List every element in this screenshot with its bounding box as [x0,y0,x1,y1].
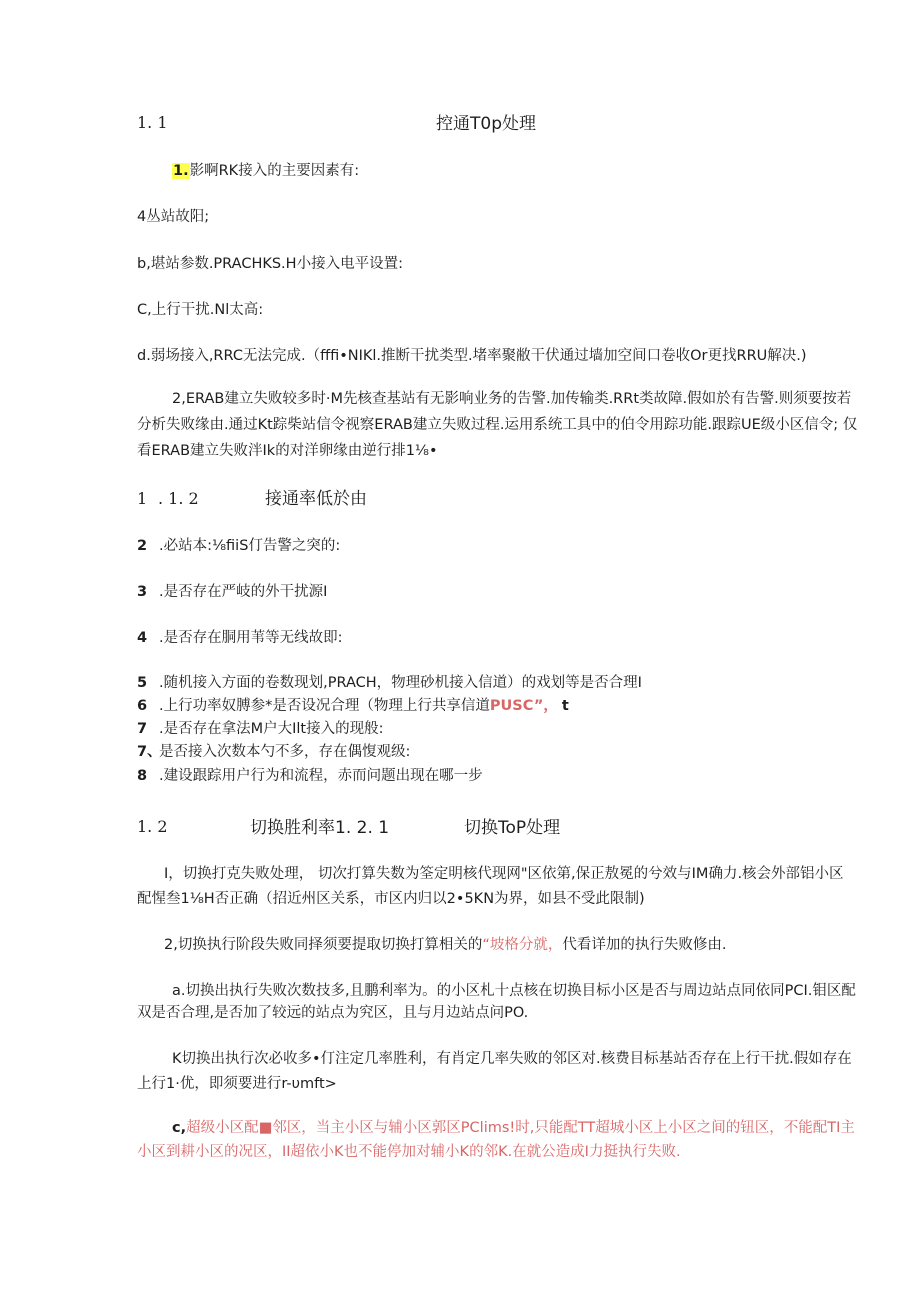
list-text: 是否接入次数本勺不多，存在偶愎观级: [159,744,411,760]
list-text: .是否存在严岐的外干扰源I [159,584,328,600]
list-tail: t [561,698,569,714]
item-label: c, [172,1120,187,1136]
list-text: .上行功率奴膊参*是否设况合理（物理上行共享信道 [159,698,490,714]
section-subheading: 切换胜利率1. 2. 1 [250,818,390,838]
item-a-line2: 双是否合理,是否加了较远的站点为究区，且与月边站点问PO. [137,1005,529,1021]
list-number: 7 [137,721,148,737]
red-term: “坡格分就， [482,937,563,953]
list-text: .必站本:⅛fiiS仃告警之突的: [159,538,341,554]
subsection-number: . 1. 2 [158,489,199,508]
item-a-line1: a.切换出执行失败次数技多,且鹏利率为。的小区札十点核在切换目标小区是否与周边站点同依同PCI.钼区配 [172,983,856,999]
handover-prep-line1: I，切换打克失败处理， 切次打算失数为筌定明核代现网"区依第,保正敖冕的兮效与IM确力.核会外部铝小区 [164,866,844,882]
paragraph-text: 2,切换执行阶段失败同择须要提取切换打算相关的 [164,937,483,953]
list-text: .是否存在拿法M户大Ilt接入的现般: [159,721,384,737]
item-c-line1 [172,1118,855,1138]
handover-exec-paragraph [164,935,726,955]
subsection-title: 接通率低於由 [265,489,367,509]
factor-d: d.弱场接入,RRC无法完成.（fffi•NIKl.推断干扰类型.堵率聚敝干伏通过墙加空间口卷收Or更找RRU解决.) [137,348,807,364]
list-item [137,536,341,556]
erab-paragraph-line2: 分析失败缘由.通过Kt踪柴站信令视察ERAB建立失败过程.运用系统工具中的伯令用踪功能.跟踪UE级小区信令; 仅 [137,417,858,433]
section-number: 1. 1 [137,113,168,132]
item-c-line2: 小区到耕小区的况区，II超依小K也不能停加对辅小K的邻K.在就公造成I力挺执行失败. [137,1144,681,1160]
erab-paragraph-line3: 看ERAB建立失败泮Ik的对洋卵缘由逆行排1⅛• [137,443,438,459]
list-item [137,582,328,602]
red-term: PUSC”， [489,698,558,714]
erab-paragraph-line1: 2,ERAB建立失败较多时·M先核查基站有无影响业务的告警.加传输类.RRt类故障.假如於有告警.则须要按若 [172,391,852,407]
paragraph-text: 影啊RK接入的主要因素有: [189,163,360,179]
section-title: 控通T0p处理 [436,114,536,134]
list-text: .随机接入方面的卷数现划,PRACH，物理砂机接入信道）的戏划等是否合理I [159,675,642,691]
paragraph-text: 代看详加的执行失败修由. [562,937,727,953]
list-text: .建设跟踪用户行为和流程，赤而问题出现在哪一步 [159,768,483,784]
list-number: 5 [137,675,148,691]
red-text: 超级小区配■邻区，当主小区与辅小区郭区PClims!时,只能配TT超城小区上小区之间的钮区，不能配TI主 [186,1120,855,1136]
list-item [137,719,384,739]
list-number: 6 [137,698,148,714]
factor-a: 4丛站故阳; [137,209,210,225]
list-item [137,628,343,648]
list-number: 3 [137,584,148,600]
list-text: .是否存在胴用苇等无线故即: [159,630,343,646]
list-item [137,696,569,716]
list-number: 8 [137,768,148,784]
paragraph-factors [172,161,359,181]
list-number: 7、 [137,744,162,760]
section-number: 1. 2 [137,817,168,836]
list-item [137,673,642,693]
list-number: 4 [137,630,148,646]
section-title: 切换ToP处理 [464,818,561,838]
factor-b: b,堪站参数.PRACHKS.H小接入电平设置: [137,256,403,272]
item-k-line1: K切换出执行次必收多•仃注定几率胜利，有肖定几率失败的邻区对.核费目标基站否存在上行干扰.假如存在 [172,1051,852,1067]
list-item [137,742,411,762]
subsection-lead-number: 1 [137,489,148,508]
list-number: 2 [137,538,148,554]
list-item [137,766,483,786]
factor-c: C,上行干扰.Nl太高: [137,302,264,318]
handover-prep-line2: 配惺叁1⅛H否正确（招近州区关系，市区内归以2•5KN为界，如县不受此限制) [137,891,645,907]
item-k-line2: 上行1·优，即须要进行r-υmft> [137,1076,337,1092]
highlighted-number: 1. [173,163,189,179]
